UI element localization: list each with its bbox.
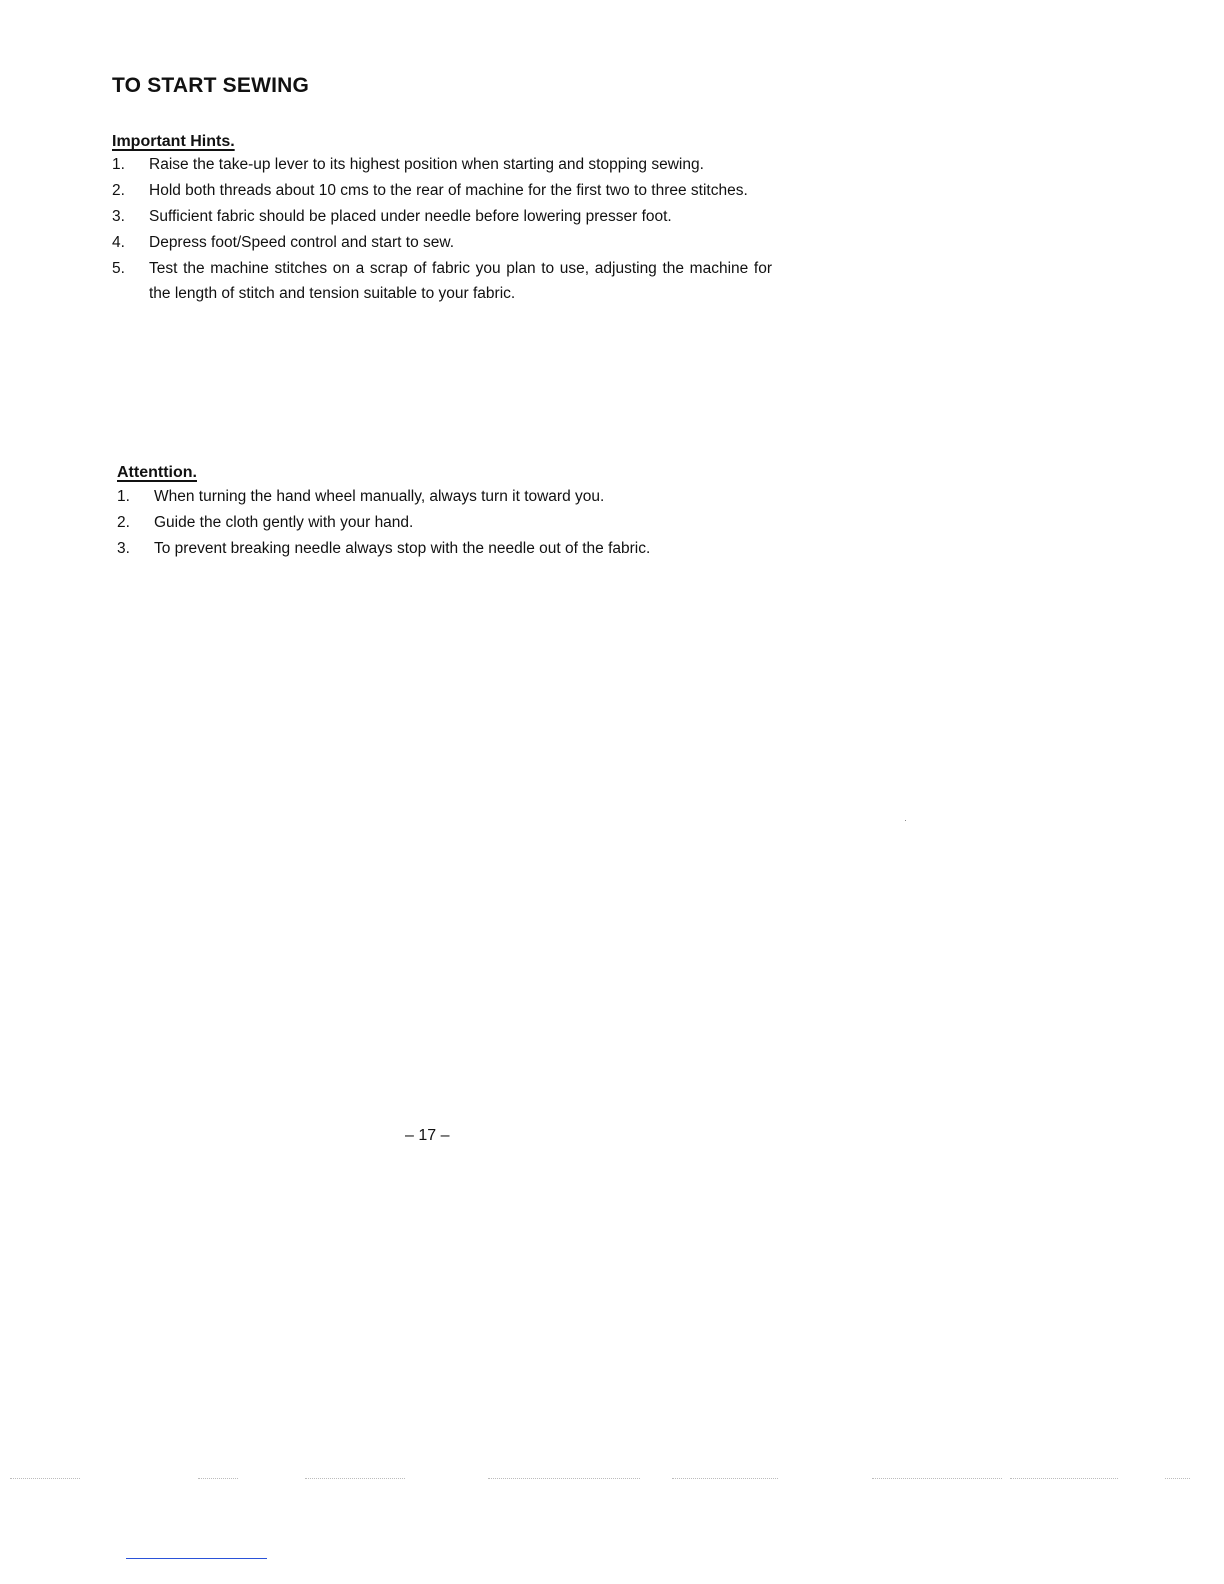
scan-artifact-line [1010,1478,1118,1480]
hint-number: 4. [112,234,125,251]
attention-heading: Attenttion. [117,464,197,481]
bottom-rule [126,1558,267,1559]
attention-number: 2. [117,514,130,531]
hint-text: Hold both threads about 10 cms to the rear of machine for the first two to three stitches. [149,182,748,199]
hint-text: Raise the take-up lever to its highest position when starting and stopping sewing. [149,156,704,173]
attention-item [117,536,757,561]
hint-number: 5. [112,260,125,277]
scan-artifact-line [872,1478,1002,1480]
attention-text: When turning the hand wheel manually, always turn it toward you. [154,488,605,505]
hint-number: 1. [112,156,125,173]
scan-artifact-line [198,1478,238,1480]
important-hints-heading: Important Hints. [112,133,235,150]
scan-artifact-line [10,1478,80,1480]
attention-number: 3. [117,540,130,557]
attention-text: Guide the cloth gently with your hand. [154,514,414,531]
attention-item [117,484,757,509]
scan-artifact-line [488,1478,640,1480]
hint-number: 3. [112,208,125,225]
page-number: – 17 – [405,1127,450,1144]
attention-number: 1. [117,488,130,505]
hint-text: Test the machine stitches on a scrap of fabric you plan to use, adjusting the machine for the length of stitch and tension suitable to your fabric. [149,260,772,302]
scan-artifact-line [672,1478,778,1480]
hint-item [112,256,772,306]
hint-item [112,178,772,203]
scan-speck [905,820,906,821]
hint-number: 2. [112,182,125,199]
page-title: TO START SEWING [112,74,310,97]
attention-item [117,510,757,535]
scan-artifact-line [305,1478,405,1480]
important-hints-list [112,152,772,307]
hint-text: Depress foot/Speed control and start to sew. [149,234,455,251]
hint-text: Sufficient fabric should be placed under needle before lowering presser foot. [149,208,672,225]
hint-item [112,204,772,229]
attention-list [117,484,757,562]
hint-item [112,230,772,255]
hint-item [112,152,772,177]
attention-text: To prevent breaking needle always stop with the needle out of the fabric. [154,540,651,557]
scan-artifact-line [1165,1478,1190,1480]
